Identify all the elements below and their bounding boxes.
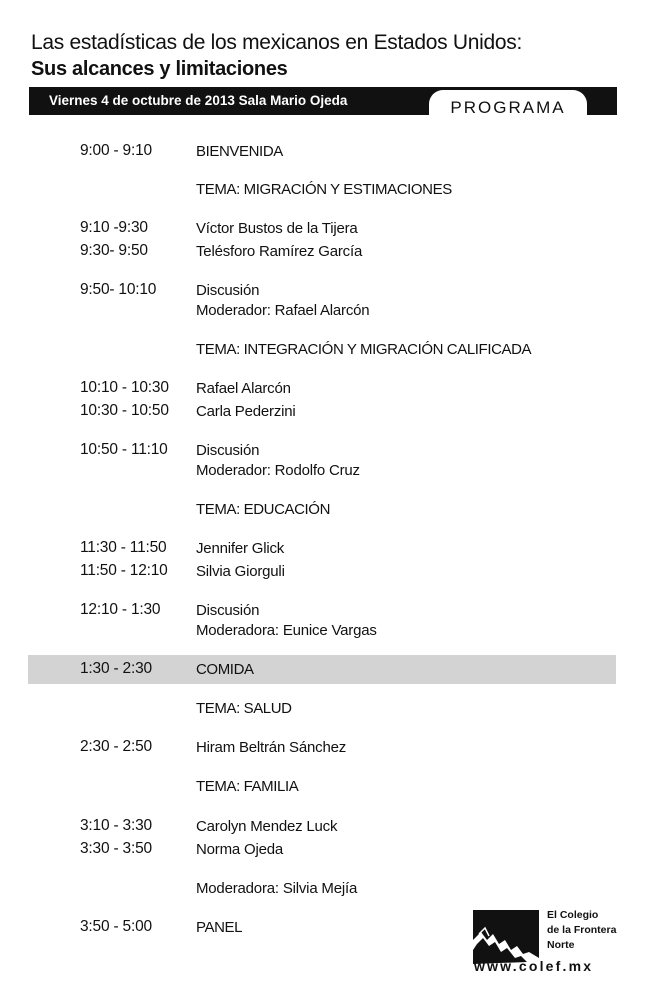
- schedule-time: 9:00 - 9:10: [80, 142, 152, 159]
- schedule-item: Carolyn Mendez Luck: [196, 818, 338, 835]
- schedule-item: Rafael Alarcón: [196, 380, 291, 397]
- schedule-item: COMIDA: [196, 661, 254, 678]
- schedule-item: Jennifer Glick: [196, 540, 285, 557]
- schedule-time: 2:30 - 2:50: [80, 738, 152, 755]
- schedule-time: 11:50 - 12:10: [80, 562, 168, 579]
- schedule-topic: TEMA: EDUCACIÓN: [196, 501, 331, 518]
- schedule-time: 9:50- 10:10: [80, 281, 157, 298]
- schedule-topic: TEMA: FAMILIA: [196, 778, 299, 795]
- schedule-item: Hiram Beltrán Sánchez: [196, 739, 347, 756]
- schedule-item: Moderadora: Silvia Mejía: [196, 880, 358, 897]
- schedule-item: BIENVENIDA: [196, 143, 283, 160]
- schedule-item: Silvia Giorguli: [196, 563, 285, 580]
- schedule-time: 9:10 -9:30: [80, 219, 148, 236]
- colef-logo-icon: [473, 910, 539, 964]
- schedule-topic: TEMA: MIGRACIÓN Y ESTIMACIONES: [196, 181, 452, 198]
- schedule-item: Norma Ojeda: [196, 841, 284, 858]
- schedule-item: Discusión Moderadora: Eunice Vargas: [196, 602, 377, 639]
- schedule-time: 3:50 - 5:00: [80, 918, 152, 935]
- event-date-venue: Viernes 4 de octubre de 2013 Sala Mario Ojeda: [49, 93, 348, 108]
- schedule-time: 12:10 - 1:30: [80, 601, 161, 618]
- schedule-time: 1:30 - 2:30: [80, 660, 152, 677]
- colef-logo: [470, 906, 620, 978]
- schedule-time: 10:10 - 10:30: [80, 379, 169, 396]
- schedule-item: Víctor Bustos de la Tijera: [196, 220, 358, 237]
- program-tab-label: PROGRAMA: [450, 98, 566, 117]
- schedule-item: Discusión Moderador: Rafael Alarcón: [196, 282, 370, 319]
- schedule-topic: TEMA: SALUD: [196, 700, 292, 717]
- schedule-time: 11:30 - 11:50: [80, 539, 167, 556]
- schedule-item: Telésforo Ramírez García: [196, 243, 363, 260]
- schedule-time: 10:30 - 10:50: [80, 402, 169, 419]
- colef-name: El Colegio de la Frontera Norte: [547, 909, 617, 951]
- page-title: Las estadísticas de los mexicanos en Estados Unidos:: [31, 31, 523, 54]
- schedule-row-lunch: [28, 655, 616, 684]
- schedule-time: 10:50 - 11:10: [80, 441, 168, 458]
- schedule-time: 9:30- 9:50: [80, 242, 148, 259]
- page-subtitle: Sus alcances y limitaciones: [31, 58, 288, 80]
- schedule-time: 3:30 - 3:50: [80, 840, 152, 857]
- schedule-item: Discusión Moderador: Rodolfo Cruz: [196, 442, 360, 479]
- colef-url: www.colef.mx: [474, 958, 594, 974]
- schedule-item: Carla Pederzini: [196, 403, 296, 420]
- schedule-time: 3:10 - 3:30: [80, 817, 152, 834]
- schedule-item: PANEL: [196, 919, 243, 936]
- schedule-topic: TEMA: INTEGRACIÓN Y MIGRACIÓN CALIFICADA: [196, 341, 532, 358]
